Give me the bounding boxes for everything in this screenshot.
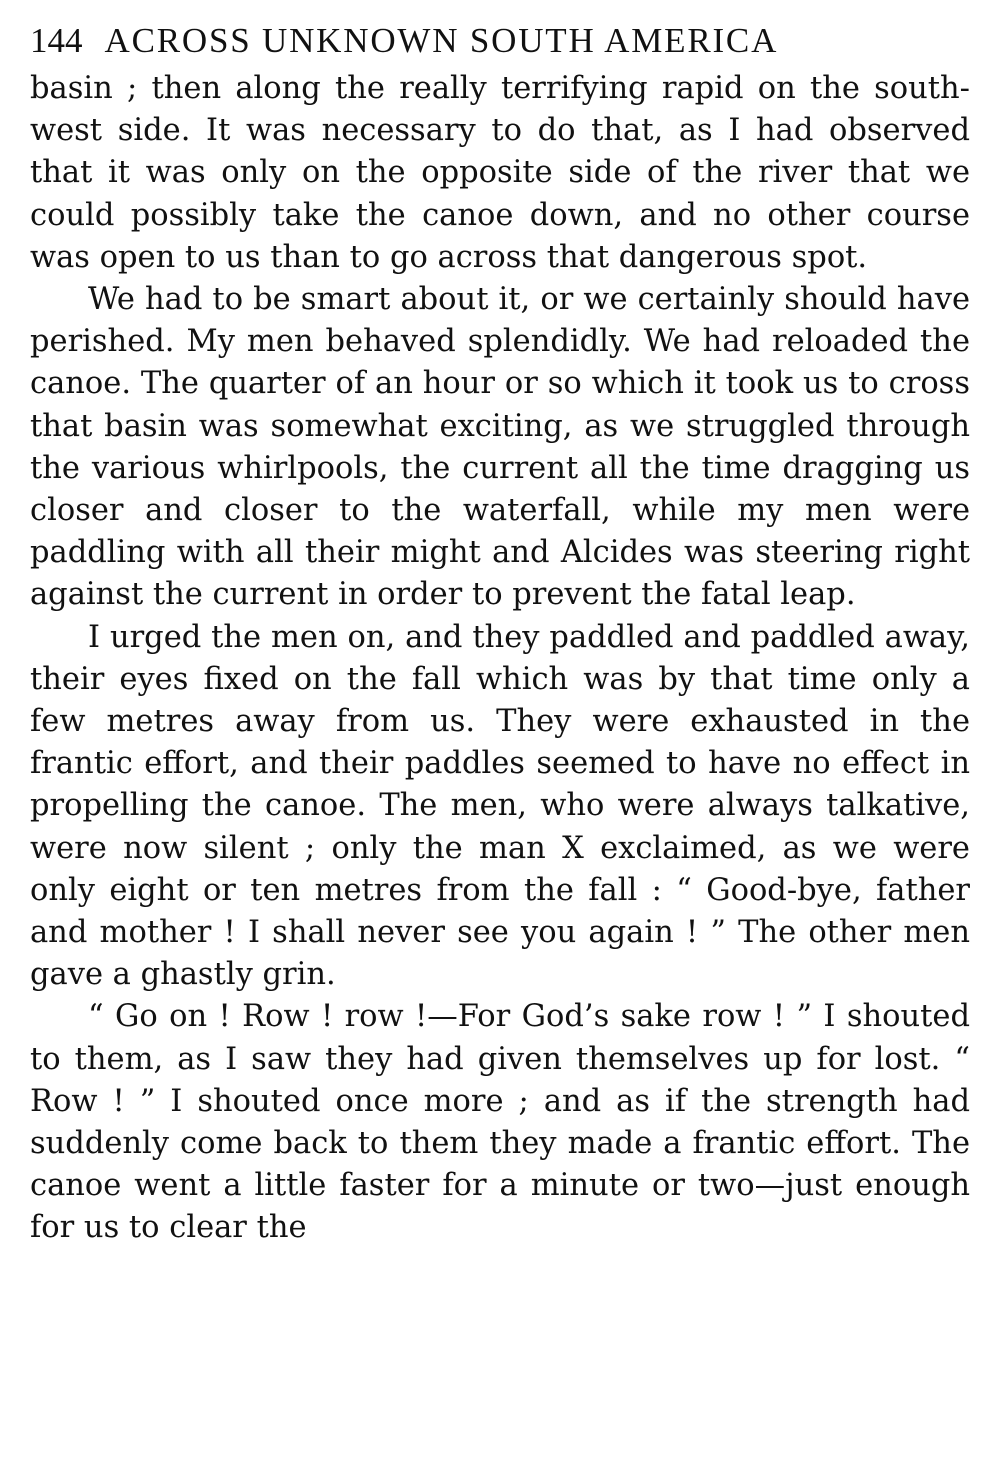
paragraph-4: “ Go on ! Row ! row !—For God’s sake row ! ” I shouted to them, as I saw they had given themselves up for lost. “ Row ! ” I shouted once more ; and as if the strength had suddenly come back to them they made a frantic effort. The canoe went a little faster for a minute or two—just enough for us to clear the — [30, 999, 970, 1246]
paragraph-3: I urged the men on, and they paddled and paddled away, their eyes fixed on the fall which was by that time only a few metres away from us. They were exhausted in the frantic effort, and their paddles seemed to have no effect in propelling the canoe. The men, who were always talkative, were now silent ; only the man X exclaimed, as we were only eight or ten metres from the fall : “ Good-bye, father and mother ! I shall never see you again ! ” The other men gave a ghastly grin. — [30, 619, 970, 993]
page-number: 144 — [30, 21, 83, 60]
running-title: ACROSS UNKNOWN SOUTH AMERICA — [104, 21, 779, 60]
book-page — [30, 14, 970, 1250]
paragraph-2: We had to be smart about it, or we certainly should have perished. My men behaved splendidly. We had reloaded the canoe. The quarter of an hour or so which it took us to cross that basin was somewhat exciting, as we struggled through the various whirlpools, the current all the time dragging us closer and closer to the waterfall, while my men were paddling with all their might and Alcides was steering right against the current in order to prevent the fatal leap. — [30, 282, 970, 613]
paragraph-1: basin ; then along the really terrifying rapid on the south-west side. It was necessary to do that, as I had observed that it was only on the opposite side of the river that we could possibly take the canoe down, and no other course was open to us than to go across that dangerous spot. — [30, 71, 970, 275]
body-text — [30, 68, 970, 1250]
running-head — [30, 14, 970, 68]
